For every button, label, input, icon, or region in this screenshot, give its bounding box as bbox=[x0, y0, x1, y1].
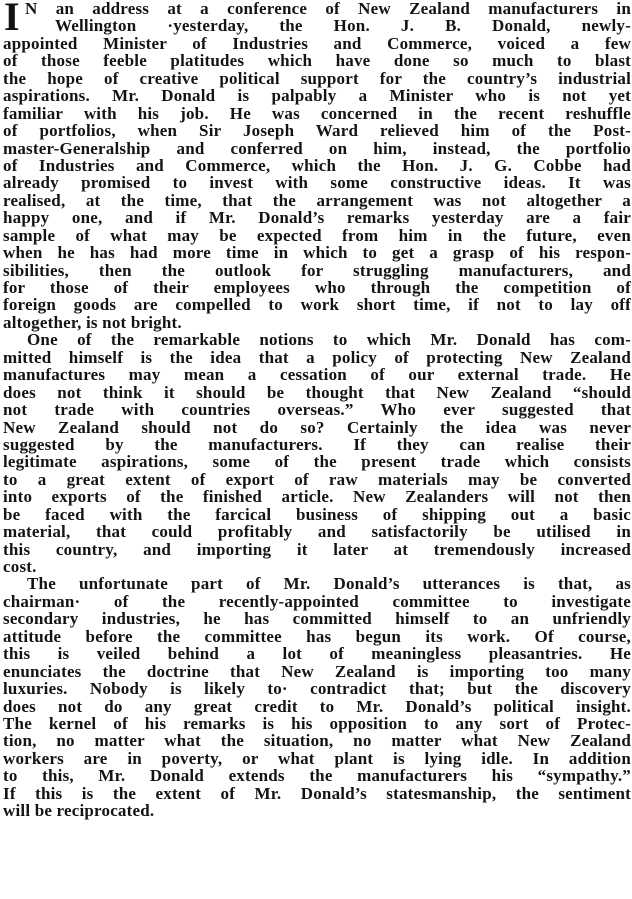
text-line: tion, no matter what the situation, no matter what New Zealand bbox=[3, 731, 631, 751]
text-line: realised, at the time, that the arrangement was not altogether a bbox=[3, 190, 631, 210]
text-line: The unfortunate part of Mr. Donald’s utterances is that, as bbox=[27, 574, 631, 594]
text-line: does not do any great credit to Mr. Donald’s political insight. bbox=[3, 696, 631, 716]
drop-cap: I bbox=[4, 0, 20, 39]
text-line: familiar with his job. He was concerned in the recent reshuffle bbox=[3, 103, 631, 123]
text-line: already promised to invest with some constructive ideas. It was bbox=[3, 173, 631, 193]
text-line: when he has had more time in which to get a grasp of his respon- bbox=[3, 243, 631, 263]
text-line: the hope of creative political support for the country’s industrial bbox=[3, 68, 631, 88]
text-line: altogether, is not bright. bbox=[3, 312, 182, 332]
text-line: for those of their employees who through the competition of bbox=[3, 278, 631, 297]
text-line: mitted himself is the idea that a policy of protecting New Zealand bbox=[3, 347, 631, 367]
text-line: not trade with countries overseas.” Who ever suggested that bbox=[3, 400, 631, 420]
text-line: does not think it should be thought that New Zealand “should bbox=[3, 382, 631, 402]
text-line: will be reciprocated. bbox=[3, 801, 155, 821]
text-line: foreign goods are compelled to work short time, if not to lay off bbox=[3, 295, 631, 315]
text-line: chairman· of the recently-appointed committee to investigate bbox=[3, 591, 631, 611]
text-line: of those feeble platitudes which have done so much to blast bbox=[3, 51, 631, 71]
paragraph-3 bbox=[3, 575, 631, 819]
text-line: material, that could profitably and satisfactorily be utilised in bbox=[3, 522, 631, 542]
text-line: The kernel of his remarks is his opposition to any sort of Protec- bbox=[3, 713, 631, 733]
text-line: this is veiled behind a lot of meaningless pleasantries. He bbox=[3, 644, 631, 664]
text-line: master-Generalship and conferred on him, instead, the portfolio bbox=[3, 138, 631, 158]
text-line: secondary industries, he has committed himself to an unfriendly bbox=[3, 609, 631, 629]
text-line: this country, and importing it later at tremendously increased bbox=[3, 539, 631, 559]
text-line: cost. bbox=[3, 557, 37, 576]
text-line: aspirations. Mr. Donald is palpably a Minister who is not yet bbox=[3, 86, 631, 106]
text-line: If this is the extent of Mr. Donald’s statesmanship, the sentiment bbox=[3, 783, 631, 803]
text-line: appointed Minister of Industries and Commerce, voiced a few bbox=[3, 33, 631, 53]
text-line: Wellington ·yesterday, the Hon. J. B. Donald, newly- bbox=[55, 16, 631, 36]
paragraph-1 bbox=[3, 0, 631, 331]
text-line: to a great extent of export of raw materials may be converted bbox=[3, 469, 631, 489]
text-line: suggested by the manufacturers. If they can realise their bbox=[3, 434, 631, 454]
text-line: of Industries and Commerce, which the Hon. J. G. Cobbe had bbox=[3, 155, 631, 175]
text-line: manufactures may mean a cessation of our external trade. He bbox=[3, 365, 631, 385]
text-line: into exports of the finished article. New Zealanders will not then bbox=[3, 487, 631, 507]
text-line: enunciates the doctrine that New Zealand is importing too many bbox=[3, 661, 631, 681]
text-line: happy one, and if Mr. Donald’s remarks yesterday are a fair bbox=[3, 208, 631, 228]
text-line: One of the remarkable notions to which Mr. Donald has com- bbox=[27, 330, 631, 350]
paragraph-2 bbox=[3, 331, 631, 575]
text-line: legitimate aspirations, some of the present trade which consists bbox=[3, 452, 631, 472]
text-line: of portfolios, when Sir Joseph Ward relieved him of the Post- bbox=[3, 121, 631, 141]
text-line: luxuries. Nobody is likely to· contradict that; but the discovery bbox=[3, 679, 631, 699]
text-line: sibilities, then the outlook for struggling manufacturers, and bbox=[3, 260, 631, 280]
text-line: be faced with the farcical business of shipping out a basic bbox=[3, 504, 631, 524]
text-line: workers are in poverty, or what plant is lying idle. In addition bbox=[3, 748, 631, 768]
text-line: to this, Mr. Donald extends the manufacturers his “sympathy.” bbox=[3, 766, 631, 786]
text-line: sample of what may be expected from him in the future, even bbox=[3, 225, 631, 245]
text-line: N an address at a conference of New Zealand manufacturers in bbox=[25, 0, 631, 18]
text-line: New Zealand should not do so? Certainly the idea was never bbox=[3, 417, 631, 437]
text-line: attitude before the committee has begun its work. Of course, bbox=[3, 626, 631, 646]
